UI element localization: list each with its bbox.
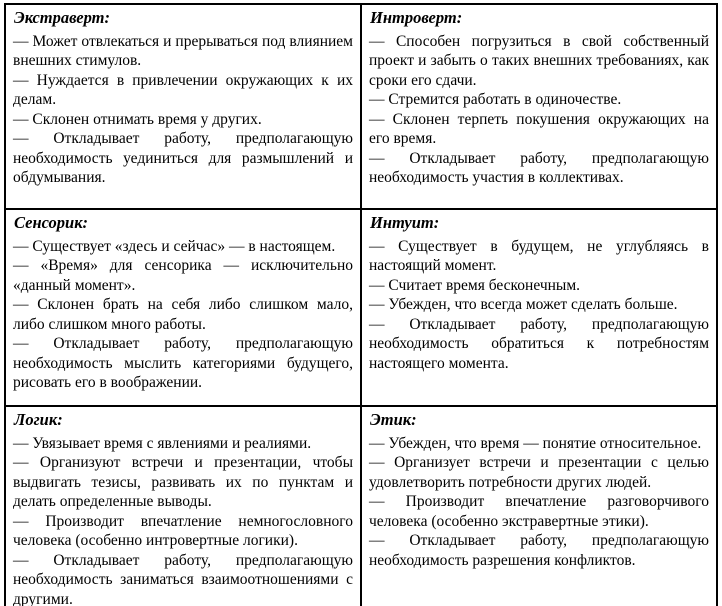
personality-type-table <box>4 3 718 606</box>
trait-item: — Нуждается в привлечении окружающих к их делам. <box>13 71 353 109</box>
type-header-sensoric: Сенсорик: <box>14 213 89 232</box>
type-header-introvert: Интроверт: <box>370 8 463 27</box>
cell-logic <box>5 406 361 606</box>
trait-item: — Откладывает работу, предполагающую необходимость заниматься взаимоотношениями с другими. <box>13 551 353 606</box>
trait-item: — Считает время бесконечным. <box>369 276 581 294</box>
trait-item: — Откладывает работу, предполагающую необходимость разрешения конфликтов. <box>369 532 709 569</box>
trait-item: — Откладывает работу, предполагающую необходимость участия в коллективах. <box>369 149 709 187</box>
type-header-ethic: Этик: <box>370 410 417 429</box>
table-row-sensoric-intuit <box>5 209 717 406</box>
trait-item: — Убежден, что время — понятие относительное. <box>369 434 702 452</box>
trait-item: — Откладывает работу, предполагающую необходимость мыслить категориями будущего, рисовать его в воображении. <box>13 335 353 392</box>
cell-sensoric <box>5 209 361 406</box>
trait-item: — Склонен брать на себя либо слишком мало, либо слишком много работы. <box>13 296 353 333</box>
trait-item: — Склонен терпеть покушения окружающих на его время. <box>369 110 709 148</box>
trait-item: — Стремится работать в одиночестве. <box>369 91 622 109</box>
trait-item: — Организуют встречи и презентации, чтобы выдвигать тезисы, развивать их по пунктам и делать определенные выводы. <box>13 454 353 511</box>
trait-item: — Производит впечатление разговорчивого человека (особенно экстравертные этики). <box>369 493 709 530</box>
trait-item: — Существует «здесь и сейчас» — в настоящем. <box>13 237 336 255</box>
trait-item: — Увязывает время с явлениями и реалиями. <box>13 434 312 452</box>
trait-item: — Откладывает работу, предполагающую необходимость уединиться для размышлений и обдумывания. <box>13 130 353 187</box>
trait-item: — «Время» для сенсорика — исключительно «данный момент». <box>13 257 353 294</box>
cell-extravert <box>5 4 361 209</box>
trait-item: — Организует встречи и презентации с целью удовлетворить потребности других людей. <box>369 454 709 491</box>
type-header-intuit: Интуит: <box>370 213 440 232</box>
cell-ethic <box>361 406 717 606</box>
trait-item: — Производит впечатление немногословного человека (особенно интровертные логики). <box>13 512 353 550</box>
trait-item: — Способен погрузиться в свой собственный проект и забыть о таких внешних требованиях, как сроки его сдачи. <box>369 32 709 89</box>
trait-item: — Может отвлекаться и прерываться под влиянием внешних стимулов. <box>13 32 353 70</box>
table-row-extravert-introvert <box>5 4 717 209</box>
cell-intuit <box>361 209 717 406</box>
trait-item: — Откладывает работу, предполагающую необходимость обратиться к потребностям настоящего момента. <box>369 315 709 372</box>
trait-item: — Убежден, что всегда может сделать больше. <box>369 296 678 314</box>
table-row-logic-ethic <box>5 406 717 606</box>
trait-item: — Склонен отнимать время у других. <box>13 110 262 128</box>
trait-item: — Существует в будущем, не углубляясь в настоящий момент. <box>369 237 709 275</box>
type-header-extravert: Экстраверт: <box>14 8 110 27</box>
type-header-logic: Логик: <box>14 410 63 429</box>
cell-introvert <box>361 4 717 209</box>
